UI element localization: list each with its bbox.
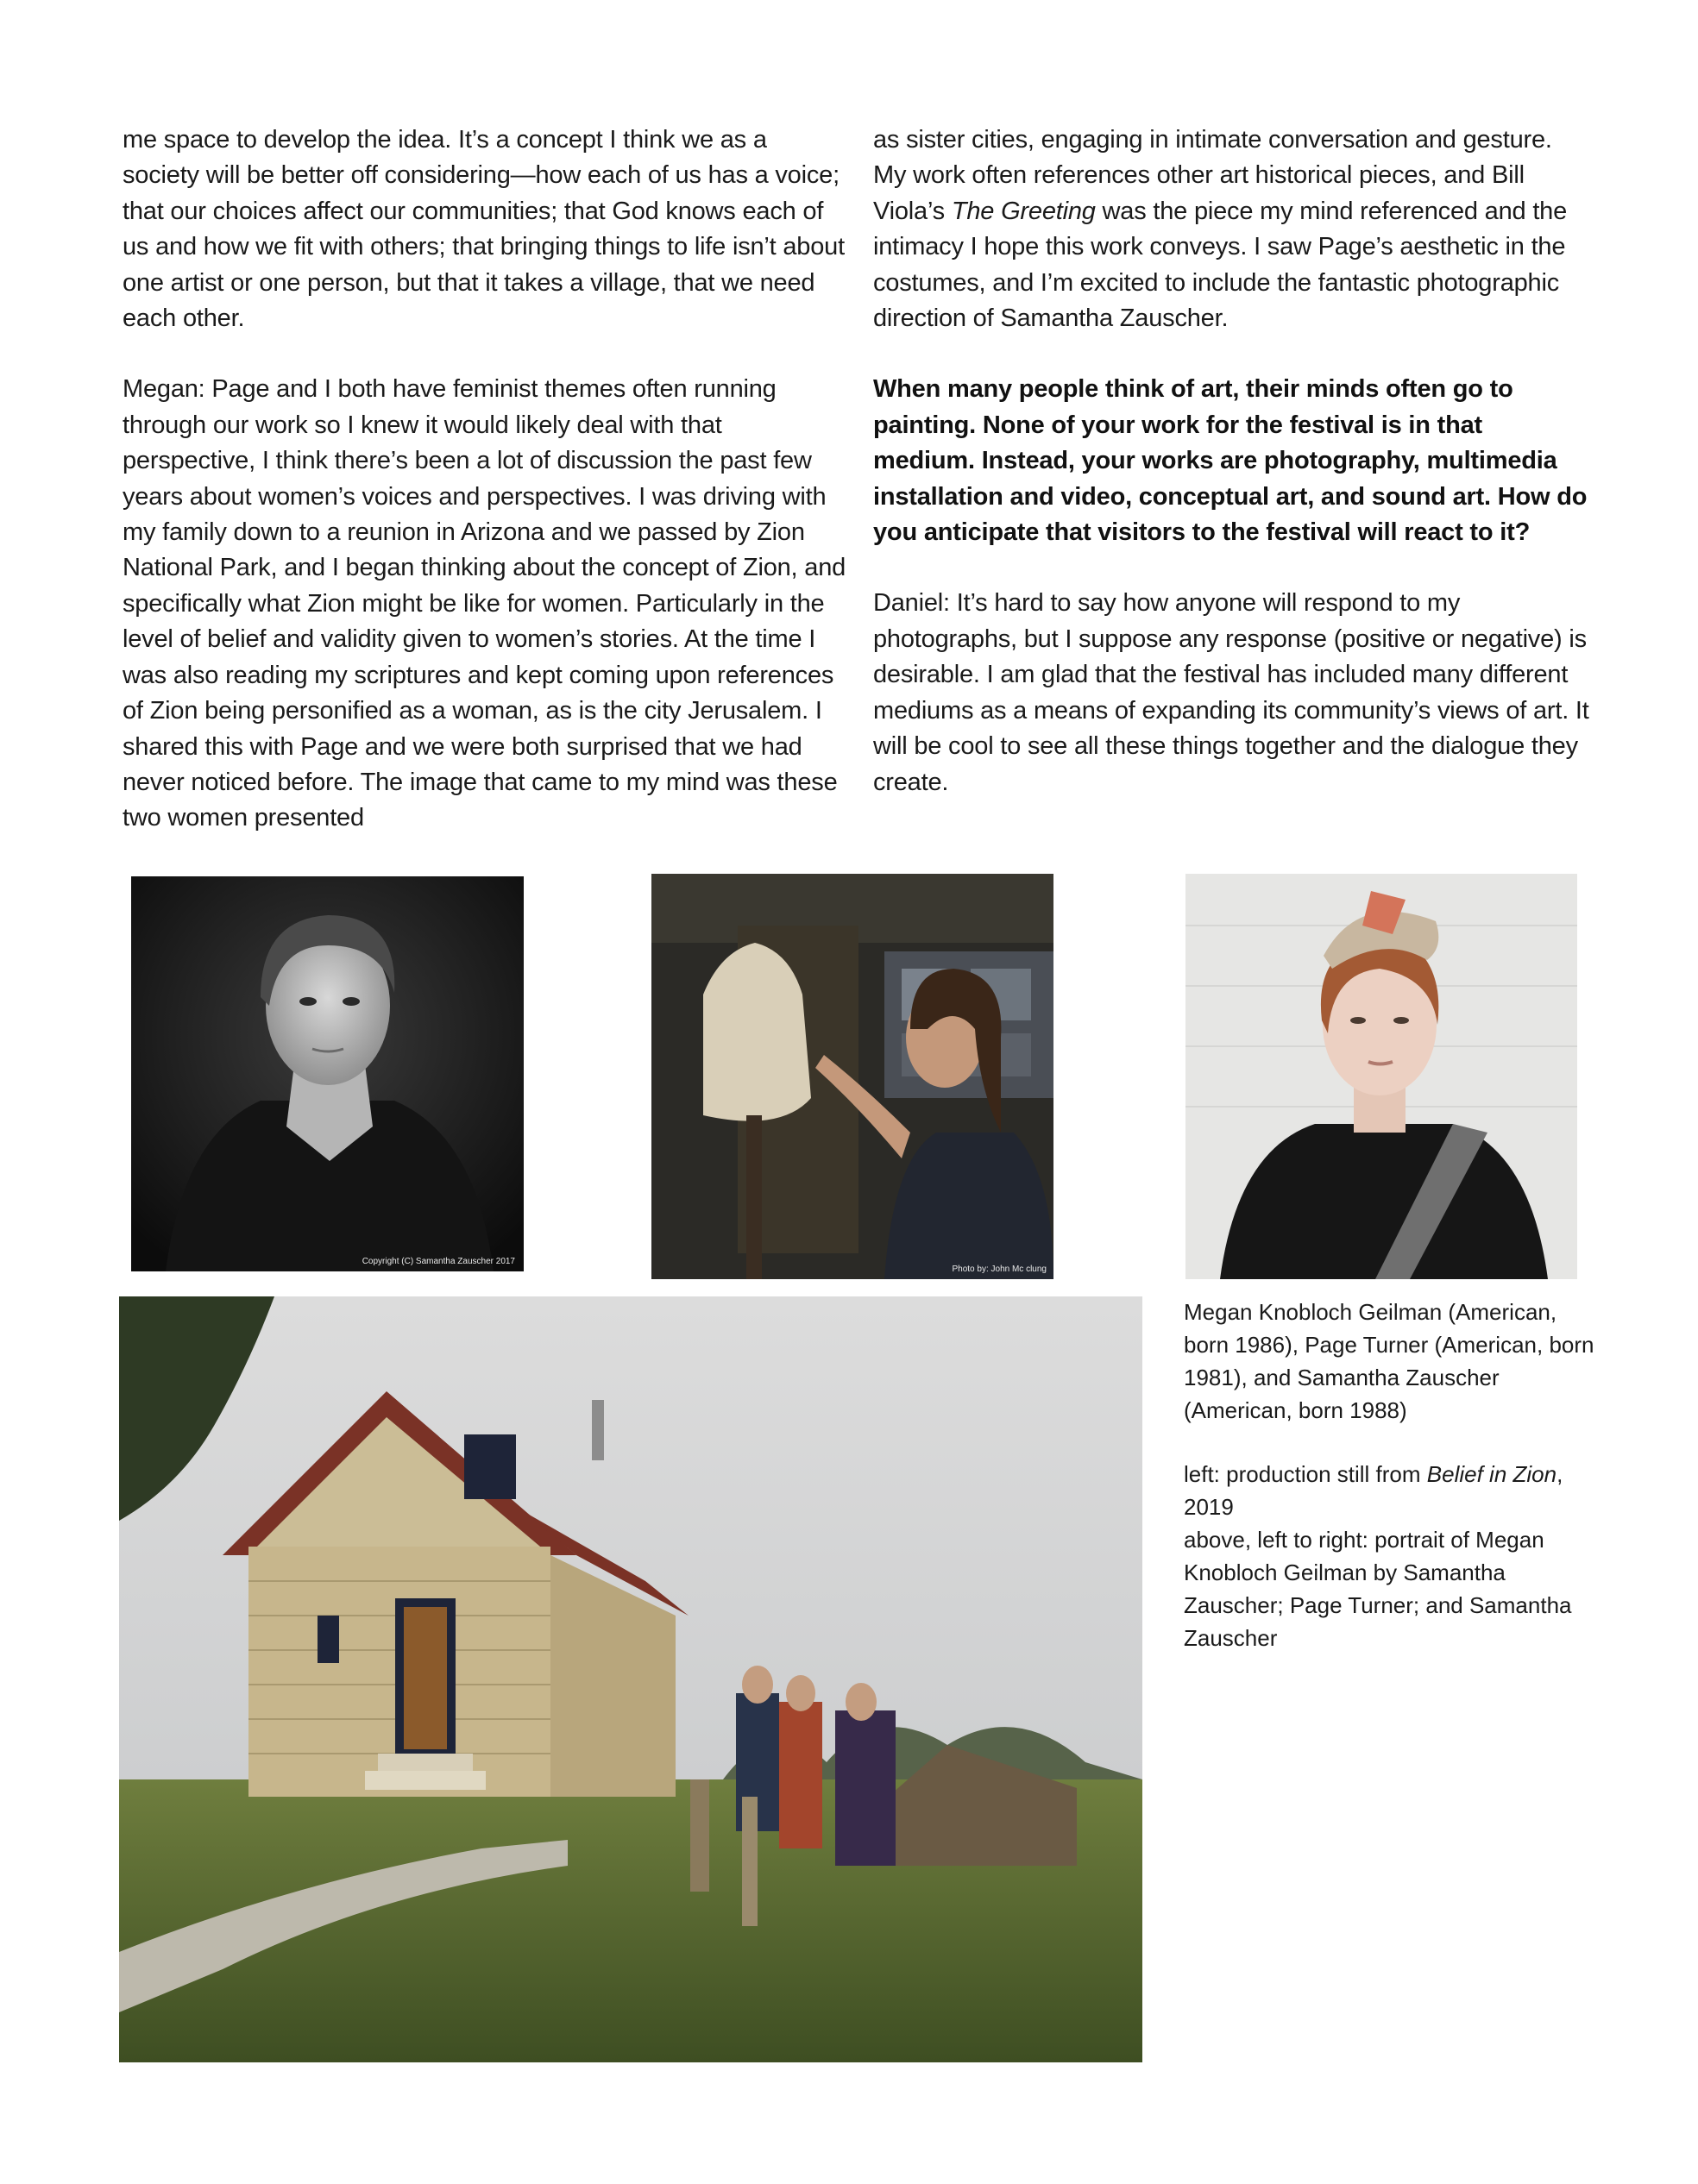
caption-artists: Megan Knobloch Geilman (American, born 1986), Page Turner (American, born 1981), and Samantha Zauscher (American, born 1988) (1184, 1299, 1594, 1423)
left-text-column (123, 122, 847, 872)
interview-question: When many people think of art, their minds often go to painting. None of your work for the festival is in that medium. Instead, your works are photography, multimedia installation and video, conceptual art, and sound art. How do you anticipate that visitors to the festival will react to it? (873, 375, 1588, 547)
artwork-title-the-greeting: The Greeting (951, 197, 1096, 225)
caption-production-still (1184, 1458, 1598, 1523)
artwork-title-belief-in-zion: Belief in Zion (1426, 1461, 1557, 1487)
caption-credits (1184, 1458, 1598, 1654)
right-text-column (873, 122, 1589, 836)
photo-caption (1184, 1296, 1598, 1654)
portrait-1-credit: Copyright (C) Samantha Zauscher 2017 (362, 1257, 515, 1266)
left-paragraph-1: me space to develop the idea. It’s a concept I think we as a society will be better off considering—how each of us has a voice; that our choices affect our communities; that God knows each of us and how we fit with others; that bringing things to life isn’t about one artist or one person, but that it takes a village, that we need each other. (123, 126, 845, 333)
caption-still-end: , 2019 (1184, 1461, 1563, 1520)
right-paragraph-1-end: was the piece my mind referenced and the intimacy I hope this work conveys. I saw Page’s aesthetic in the costumes, and I’m excited to include the fantastic photographic direction of Samantha Zauscher. (873, 197, 1568, 333)
left-paragraph-2: Megan: Page and I both have feminist themes often running through our work so I knew it would likely deal with that perspective, I think there’s been a lot of discussion the past few years about women’s voices and perspectives. I was driving with my family down to a reunion in Arizona and we passed by Zion National Park, and I began thinking about the concept of Zion, and specifically what Zion might be like for women. Particularly in the level of belief and validity given to women’s stories. At the time I was also reading my scriptures and kept coming upon references of Zion being personified as a woman, as is the city Jerusalem. I shared this with Page and we were both surprised that we had never noticed before. The image that came to my mind was these two women presented (123, 375, 846, 832)
caption-still-start: left: production still from (1184, 1461, 1427, 1487)
production-still-photo (119, 1296, 1142, 2062)
portrait-megan-photo (131, 876, 524, 1271)
portrait-samantha-photo (1185, 874, 1577, 1279)
right-paragraph-1 (873, 122, 1589, 336)
portrait-2-credit: Photo by: John Mc clung (952, 1265, 1047, 1274)
answer-daniel: Daniel: It’s hard to say how anyone will respond to my photographs, but I suppose any response (positive or negative) is desirable. I am glad that the festival has included many different mediums as a means of expanding its community’s views of art. It will be cool to see all these things together and the dialogue they create. (873, 589, 1589, 796)
right-paragraph-1-start: as sister cities, engaging in intimate conversation and gesture. My work often references other art historical pieces, and Bill Viola’s (873, 126, 1552, 225)
caption-portraits: above, left to right: portrait of Megan Knobloch Geilman by Samantha Zauscher; Page Turner; and Samantha Zauscher (1184, 1527, 1572, 1651)
page-turner-working-photo (651, 874, 1053, 1279)
